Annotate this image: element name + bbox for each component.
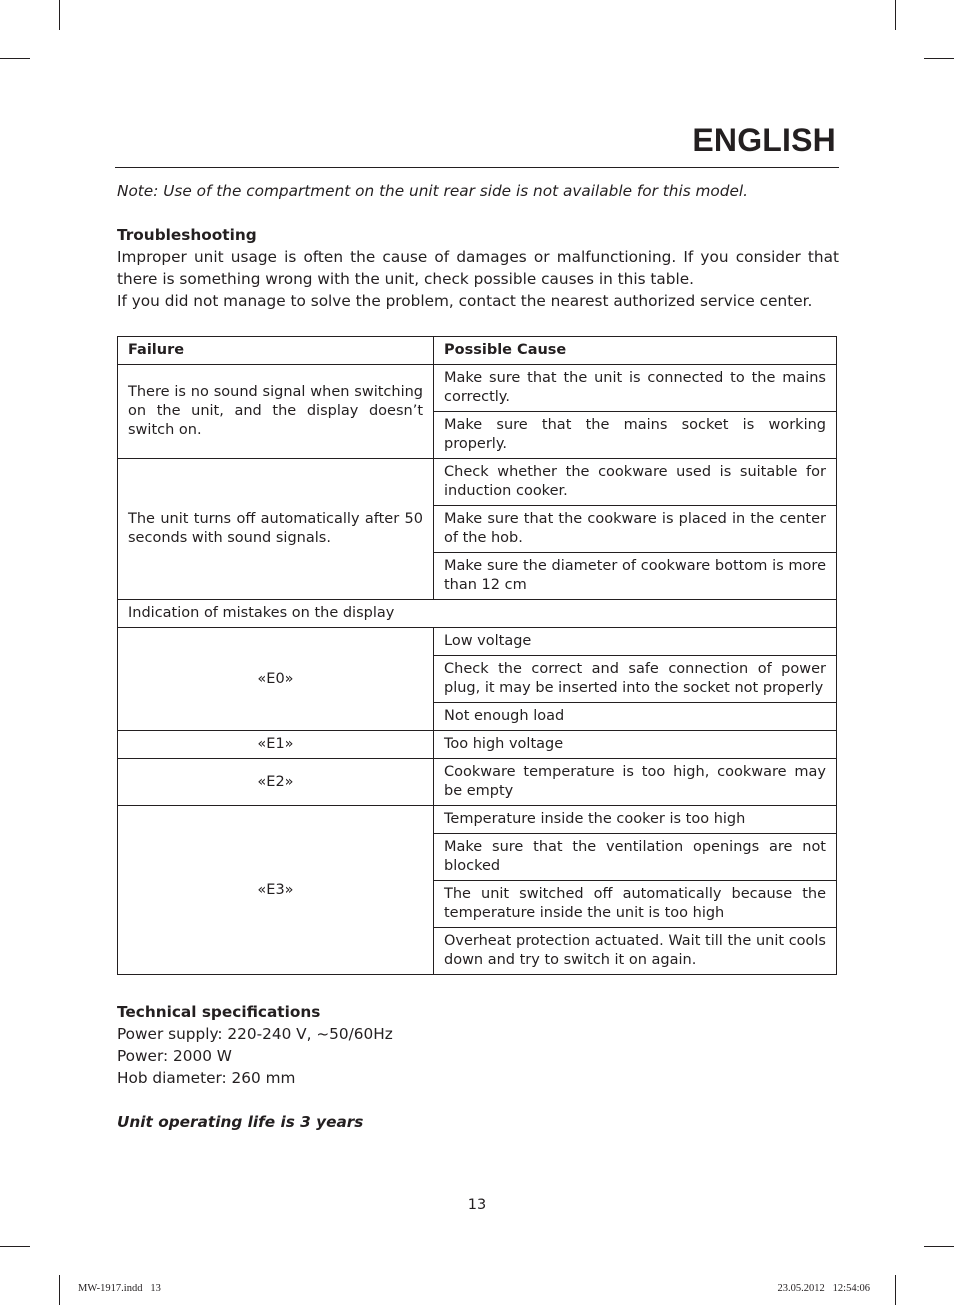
cause-cell: Make sure that the unit is connected to the mains correctly.: [434, 365, 837, 412]
page-number: 13: [467, 1197, 487, 1213]
crop-mark: [0, 1246, 30, 1247]
spec-power: Power: 2000 W: [117, 1047, 232, 1065]
cause-cell: Too high voltage: [434, 731, 837, 759]
cause-cell: Overheat protection actuated. Wait till the unit cools down and try to switch it on again.: [434, 928, 837, 975]
crop-mark: [924, 1246, 954, 1247]
table-row: [118, 806, 837, 834]
cause-cell: Check whether the cookware used is suitable for induction cooker.: [434, 459, 837, 506]
table-row: [118, 731, 837, 759]
header-divider: [115, 167, 839, 168]
crop-mark: [59, 1275, 60, 1305]
specs-heading: Technical specifications: [117, 1003, 321, 1021]
error-code-e1: «E1»: [118, 731, 434, 759]
cause-cell: Temperature inside the cooker is too high: [434, 806, 837, 834]
column-header-failure: Failure: [118, 337, 434, 365]
cause-cell: Make sure the diameter of cookware bottom is more than 12 cm: [434, 553, 837, 600]
table-row: [118, 600, 837, 628]
cause-cell: Make sure that the ventilation openings are not blocked: [434, 834, 837, 881]
cause-cell: Make sure that the mains socket is working properly.: [434, 412, 837, 459]
file-info: MW-1917.indd 13: [78, 1283, 161, 1294]
troubleshooting-paragraph: If you did not manage to solve the problem, contact the nearest authorized service center.: [117, 292, 813, 310]
cause-cell: Low voltage: [434, 628, 837, 656]
table-row: [118, 459, 837, 506]
page-content: [117, 180, 839, 1133]
failure-cell: The unit turns off automatically after 50 seconds with sound signals.: [118, 459, 434, 600]
table-row: [118, 365, 837, 412]
troubleshooting-paragraph: Improper unit usage is often the cause of damages or malfunctioning. If you consider that there is something wrong with the unit, check possible causes in this table.: [117, 248, 839, 288]
page-title: ENGLISH: [692, 122, 836, 158]
crop-mark: [924, 58, 954, 59]
model-note: Note: Use of the compartment on the unit rear side is not available for this model.: [117, 182, 749, 200]
cause-cell: Not enough load: [434, 703, 837, 731]
crop-mark: [59, 0, 60, 30]
table-row: [118, 628, 837, 656]
cause-cell: Make sure that the cookware is placed in the center of the hob.: [434, 506, 837, 553]
crop-mark: [895, 1275, 896, 1305]
crop-mark: [0, 58, 30, 59]
cause-cell: The unit switched off automatically because the temperature inside the unit is too high: [434, 881, 837, 928]
failure-cell: There is no sound signal when switching on the unit, and the display doesn’t switch on.: [118, 365, 434, 459]
error-code-e2: «E2»: [118, 759, 434, 806]
column-header-cause: Possible Cause: [434, 337, 837, 365]
table-row: [118, 759, 837, 806]
crop-mark: [895, 0, 896, 30]
error-code-e3: «E3»: [118, 806, 434, 975]
troubleshooting-heading: Troubleshooting: [117, 226, 257, 244]
error-code-e0: «E0»: [118, 628, 434, 731]
spec-power-supply: Power supply: 220-240 V, ~50/60Hz: [117, 1025, 393, 1043]
print-timestamp: 23.05.2012 12:54:06: [777, 1283, 870, 1294]
indication-label-cell: Indication of mistakes on the display: [118, 600, 837, 628]
spec-hob-diameter: Hob diameter: 260 mm: [117, 1069, 296, 1087]
table-header-row: [118, 337, 837, 365]
operating-life: Unit operating life is 3 years: [117, 1113, 364, 1131]
cause-cell: Check the correct and safe connection of power plug, it may be inserted into the socket not properly: [434, 656, 837, 703]
troubleshooting-table: [117, 336, 837, 975]
cause-cell: Cookware temperature is too high, cookware may be empty: [434, 759, 837, 806]
